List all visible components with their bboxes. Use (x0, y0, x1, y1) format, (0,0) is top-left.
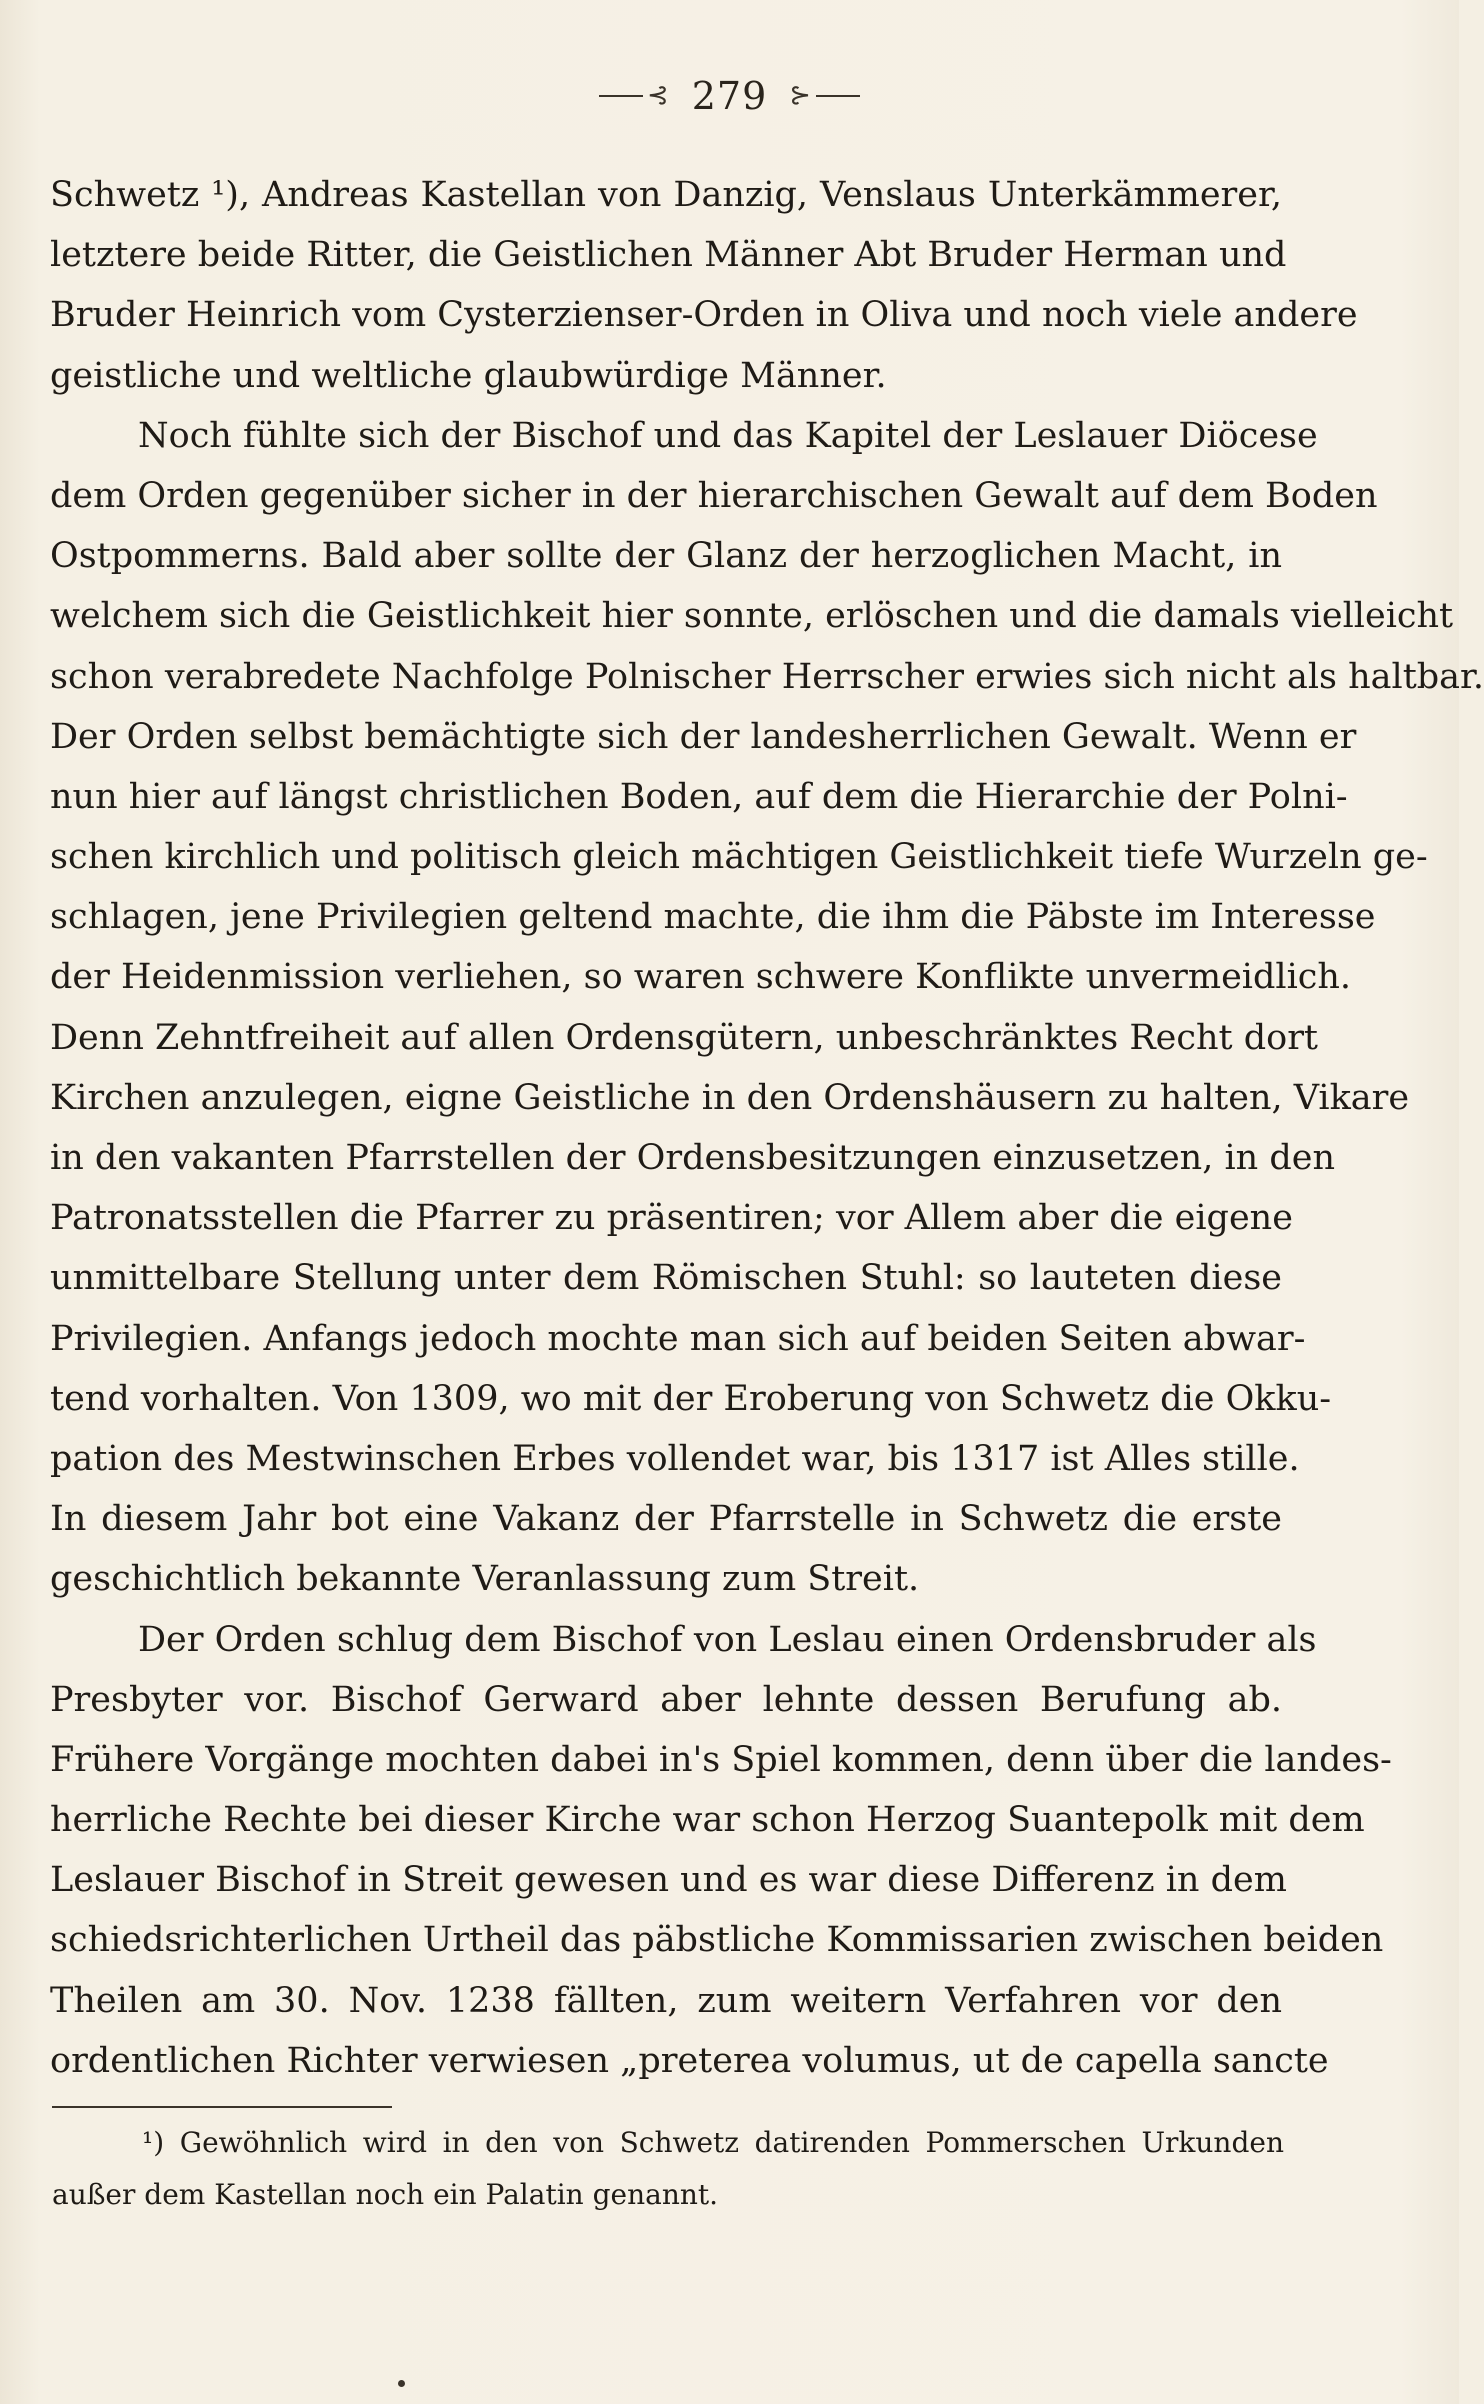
text-line: dem Orden gegenüber sicher in der hierarchischen Gewalt auf dem Boden (50, 475, 1378, 516)
text-line: Schwetz ¹), Andreas Kastellan von Danzig, Venslaus Unterkämmerer, (50, 175, 1282, 215)
text-line: pation des Mestwinschen Erbes vollendet war, bis 1317 ist Alles stille. (50, 1438, 1300, 1479)
text-line: geschichtlich bekannte Veranlassung zum Streit. (50, 1559, 920, 1600)
footnote-line: außer dem Kastellan noch ein Palatin genannt. (52, 2178, 719, 2211)
header-rule-right (816, 95, 860, 97)
text-line: in den vakanten Pfarrstellen der Ordensbesitzungen einzusetzen, in den (50, 1138, 1335, 1178)
text-line: Der Orden selbst bemächtigte sich der landesherrlichen Gewalt. Wenn er (50, 716, 1357, 757)
text-line: Ostpommerns. Bald aber sollte der Glanz der herzoglichen Macht, in (50, 536, 1282, 577)
footnote (52, 2117, 1284, 2221)
text-line: geistliche und weltliche glaubwürdige Männer. (50, 355, 887, 396)
text-line: unmittelbare Stellung unter dem Römischen Stuhl: so lauteten diese (50, 1258, 1282, 1299)
ink-speck (398, 2380, 405, 2387)
text-line: In diesem Jahr bot eine Vakanz der Pfarrstelle in Schwetz die erste (50, 1499, 1282, 1540)
text-line: schen kirchlich und politisch gleich mächtigen Geistlichkeit tiefe Wurzeln ge- (50, 837, 1428, 878)
text-line: Bruder Heinrich vom Cysterzienser-Orden in Oliva und noch viele andere (50, 295, 1358, 336)
text-line: schon verabredete Nachfolge Polnischer Herrscher erwies sich nicht als haltbar. (50, 656, 1484, 697)
text-line: ordentlichen Richter verwiesen „preterea volumus, ut de capella sancte (50, 2040, 1329, 2081)
right-ornament-icon: ⊱ (789, 80, 813, 111)
text-line: schiedsrichterlichen Urtheil das päbstliche Kommissarien zwischen beiden (50, 1920, 1384, 1961)
text-line: welchem sich die Geistlichkeit hier sonnte, erlöschen und die damals vielleicht (50, 596, 1454, 637)
footnote-separator (52, 2106, 392, 2108)
main-text (50, 165, 1484, 2091)
text-line: Kirchen anzulegen, eigne Geistliche in den Ordenshäusern zu halten, Vikare (50, 1077, 1410, 1118)
page-header (0, 70, 1459, 118)
page-number: 279 (691, 73, 768, 118)
text-line: nun hier auf längst christlichen Boden, auf dem die Hierarchie der Polni- (50, 776, 1348, 817)
text-line: Privilegien. Anfangs jedoch mochte man sich auf beiden Seiten abwar- (50, 1318, 1306, 1359)
text-line: Frühere Vorgänge mochten dabei in's Spiel kommen, denn über die landes- (50, 1739, 1392, 1780)
text-line: Noch fühlte sich der Bischof und das Kapitel der Leslauer Diöcese (138, 415, 1318, 456)
text-line: Leslauer Bischof in Streit gewesen und es war diese Differenz in dem (50, 1860, 1287, 1901)
text-line: der Heidenmission verliehen, so waren schwere Konflikte unvermeidlich. (50, 957, 1352, 998)
text-line: Theilen am 30. Nov. 1238 fällten, zum weitern Verfahren vor den (50, 1980, 1282, 2021)
text-line: Presbyter vor. Bischof Gerward aber lehnte dessen Berufung ab. (50, 1679, 1282, 1720)
text-line: Patronatsstellen die Pfarrer zu präsentiren; vor Allem aber die eigene (50, 1198, 1293, 1239)
text-line: tend vorhalten. Von 1309, wo mit der Eroberung von Schwetz die Okku- (50, 1378, 1332, 1419)
text-line: herrliche Rechte bei dieser Kirche war schon Herzog Suantepolk mit dem (50, 1800, 1365, 1841)
text-line: letztere beide Ritter, die Geistlichen Männer Abt Bruder Herman und (50, 235, 1287, 276)
footnote-line: ¹) Gewöhnlich wird in den von Schwetz datirenden Pommerschen Urkunden (142, 2126, 1284, 2159)
text-line: Denn Zehntfreiheit auf allen Ordensgütern, unbeschränktes Recht dort (50, 1017, 1318, 1058)
text-line: Der Orden schlug dem Bischof von Leslau einen Ordensbruder als (138, 1619, 1317, 1660)
text-line: schlagen, jene Privilegien geltend machte, die ihm die Päbste im Interesse (50, 897, 1376, 938)
header-rule-left (599, 95, 643, 97)
left-ornament-icon: ⊰ (646, 80, 670, 111)
